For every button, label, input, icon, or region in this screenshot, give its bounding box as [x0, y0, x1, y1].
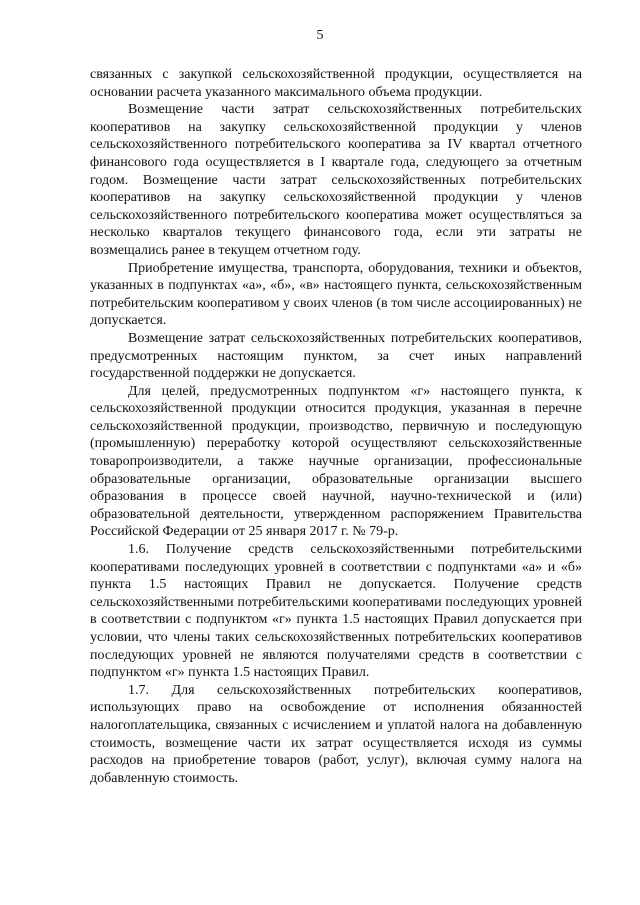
page-number: 5	[316, 28, 324, 43]
paragraph-continuation: связанных с закупкой сельскохозяйственной продукции, осуществляется на основании расчета указанного максимального объема продукции.	[90, 67, 582, 100]
paragraph-product-definition: Для целей, предусмотренных подпунктом «г» настоящего пункта, к сельскохозяйственной продукции относится продукция, указанная в перечне сельскохозяйственной продукции, производство, первичную и последующую (промышленную) переработку которой осуществляют сельскохозяйственные товаропроизводители, а также научные организации, профессиональные образовательные организации, образовательные организации высшего образования в процессе своей научной, научно-технической и (или) образовательной деятельности, утвержденном распоряжением Правительства Российской Федерации от 25 января 2017 г. № 79-р.	[90, 383, 582, 540]
paragraph-reimbursement-quarter: Возмещение части затрат сельскохозяйственных потребительских кооперативов на закупку сельскохозяйственной продукции у членов сельскохозяйственного потребительского кооператива за IV квартал отчетного финансового года осуществляется в I квартале года, следующего за отчетным годом. Возмещение части затрат сельскохозяйственных потребительских кооперативов на закупку сельскохозяйственной продукции у членов сельскохозяйственного потребительского кооператива может осуществляться за несколько кварталов текущего финансового года, если эти затраты не возмещались ранее в текущем отчетном году.	[90, 102, 582, 258]
document-body	[90, 66, 582, 787]
paragraph-other-support: Возмещение затрат сельскохозяйственных потребительских кооперативов, предусмотренных настоящим пунктом, за счет иных направлений государственной поддержки не допускается.	[90, 330, 582, 382]
paragraph-property-acquisition: Приобретение имущества, транспорта, оборудования, техники и объектов, указанных в подпунктах «а», «б», «в» настоящего пункта, сельскохозяйственным потребительским кооперативом у своих членов (в том числе ассоциированных) не допускается.	[90, 260, 582, 329]
paragraph-clause-1-6: 1.6. Получение средств сельскохозяйственными потребительскими кооперативами последующих уровней в соответствии с подпунктами «а» и «б» пункта 1.5 настоящих Правил не допускается. Получение средств сельскохозяйственными потребительскими кооперативами последующих уровней в соответствии с подпунктом «г» пункта 1.5 настоящих Правил допускается при условии, что члены таких сельскохозяйственных потребительских кооперативов последующих уровней не являются получателями средств в соответствии с подпунктом «г» пункта 1.5 настоящих Правил.	[90, 542, 582, 681]
paragraph-clause-1-7: 1.7. Для сельскохозяйственных потребительских кооперативов, использующих право на освобождение от исполнения обязанностей налогоплательщика, связанных с исчислением и уплатой налога на добавленную стоимость, возмещение части их затрат осуществляется исходя из суммы расходов на приобретение товаров (работ, услуг), включая сумму налога на добавленную стоимость.	[90, 682, 582, 786]
